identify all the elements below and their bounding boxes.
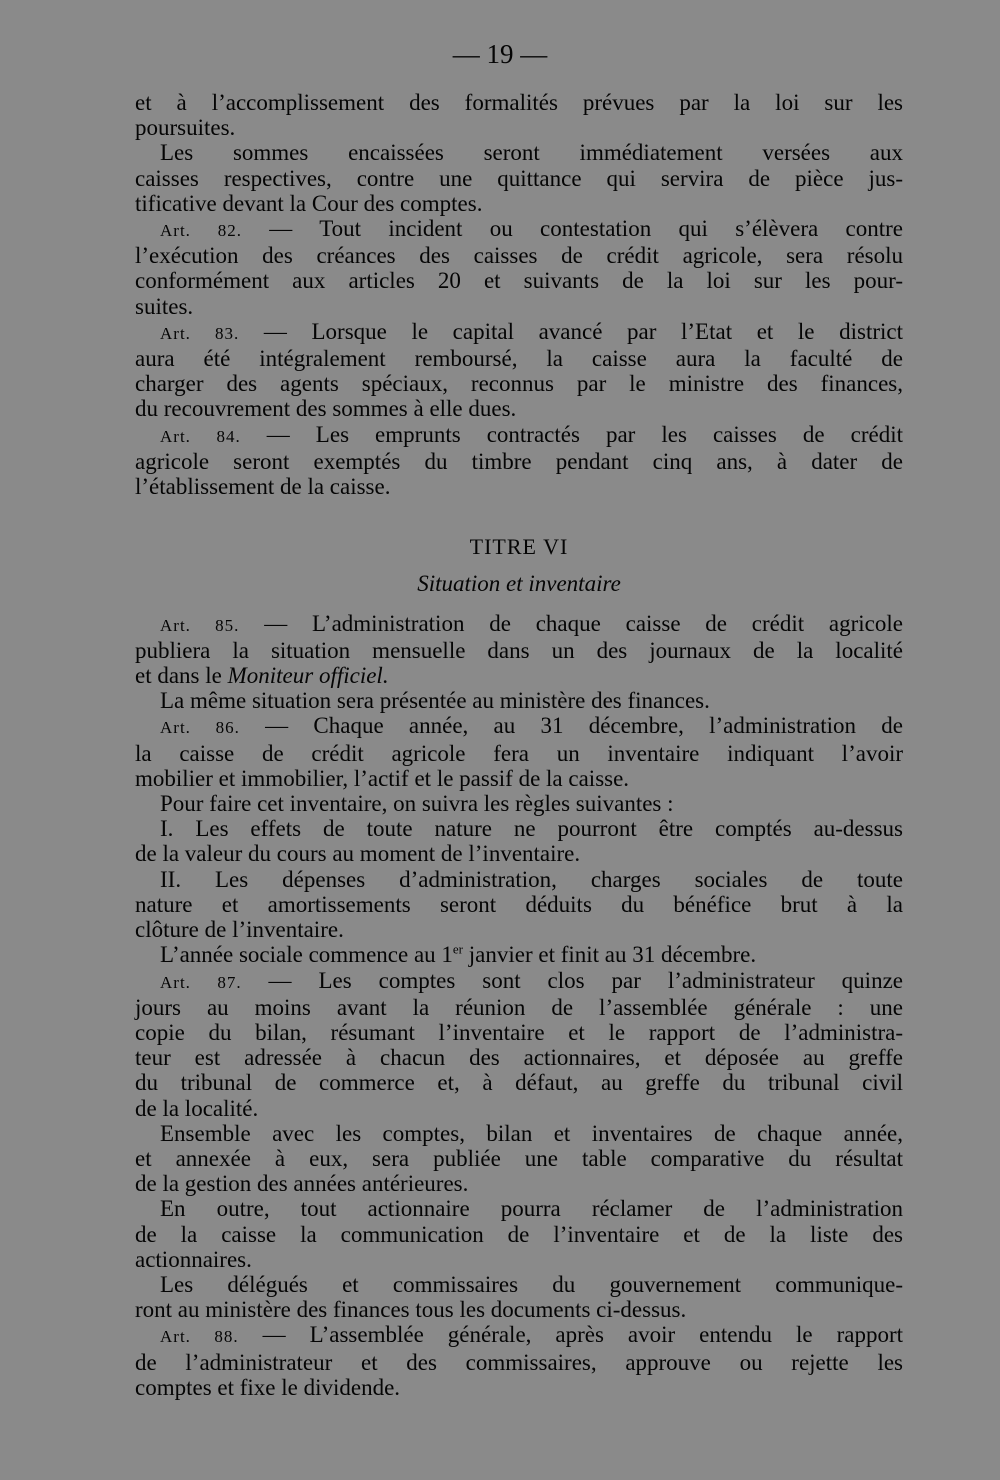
text-line — [135, 663, 903, 688]
text-line: poursuites. — [135, 115, 236, 141]
article-text: — Les emprunts contractés par les caisses de crédit — [240, 421, 903, 447]
article-85 — [135, 611, 903, 638]
text-line: de la localité. — [135, 1095, 259, 1121]
text-line: et à l’accomplissement des formalités prévues par la loi sur les — [135, 90, 903, 115]
text-line: de la valeur du cours au moment de l’inventaire. — [135, 841, 581, 867]
text-line: tificative devant la Cour des comptes. — [135, 190, 483, 216]
text-line: l’établissement de la caisse. — [135, 474, 391, 500]
text-line: Ensemble avec les comptes, bilan et inventaires de chaque année, — [160, 1120, 903, 1146]
text-line: teur est adressée à chacun des actionnaires, et déposée au greffe — [135, 1045, 903, 1071]
text-line: copie du bilan, résumant l’inventaire et le rapport de l’administra- — [135, 1019, 903, 1045]
text-line: suites. — [135, 293, 194, 319]
text-line: l’exécution des créances des caisses de crédit agricole, sera résolu — [135, 243, 903, 269]
text-run: janvier et finit au 31 décembre. — [463, 942, 757, 968]
text-line: La même situation sera présentée au ministère des finances. — [160, 688, 710, 714]
ordinal-suffix: er — [452, 941, 464, 957]
text-line: du recouvrement des sommes à elle dues. — [135, 396, 517, 422]
article-87 — [135, 968, 903, 995]
article-label: Art. 87. — [160, 972, 242, 992]
text-line: mobilier et immobilier, l’actif et le passif de la caisse. — [135, 765, 630, 791]
section-subtitle: Situation et inventaire — [417, 571, 621, 597]
text-line: nature et amortissements seront déduits du bénéfice brut à la — [135, 891, 903, 917]
text-line: actionnaires. — [135, 1246, 252, 1272]
article-text: — Lorsque le capital avancé par l’Etat et le district — [239, 318, 903, 344]
article-text: — L’administration de chaque caisse de crédit agricole — [239, 610, 903, 636]
text-line: I. Les effets de toute nature ne pourront être comptés au-dessus — [160, 816, 903, 842]
text-line: jours au moins avant la réunion de l’assemblée générale : une — [135, 994, 903, 1020]
text-line: caisses respectives, contre une quittance qui servira de pièce jus- — [135, 165, 903, 191]
article-88 — [135, 1322, 903, 1349]
text-line: de la caisse la communication de l’inventaire et de la liste des — [135, 1221, 903, 1247]
page-body — [135, 90, 903, 1400]
text-line: clôture de l’inventaire. — [135, 917, 344, 943]
text-line: et annexée à eux, sera publiée une table comparative du résultat — [135, 1145, 903, 1171]
section-title: TITRE VI — [469, 534, 569, 560]
article-label: Art. 85. — [160, 615, 240, 635]
text-line: II. Les dépenses d’administration, charges sociales de toute — [160, 866, 903, 892]
text-line: Les sommes encaissées seront immédiatement versées aux — [160, 140, 903, 166]
text-line — [135, 942, 903, 967]
text-line: la caisse de crédit agricole fera un inventaire indiquant l’avoir — [135, 740, 903, 766]
text-line: de l’administrateur et des commissaires, approuve ou rejette les — [135, 1349, 903, 1375]
article-label: Art. 82. — [160, 221, 242, 241]
text-line: publiera la situation mensuelle dans un des journaux de la localité — [135, 637, 903, 663]
text-run: et dans le — [135, 663, 228, 689]
text-run: L’année sociale commence au 1 — [160, 942, 453, 968]
article-label: Art. 88. — [160, 1327, 239, 1347]
text-line: aura été intégralement remboursé, la caisse aura la faculté de — [135, 346, 903, 372]
article-82 — [135, 216, 903, 243]
article-84 — [135, 422, 903, 449]
journal-title: Moniteur officiel. — [227, 663, 389, 689]
text-line: Les délégués et commissaires du gouvernement communique- — [160, 1271, 903, 1297]
text-line: agricole seront exemptés du timbre pendant cinq ans, à dater de — [135, 448, 903, 474]
text-line: conformément aux articles 20 et suivants de la loi sur les pour- — [135, 268, 903, 294]
article-text: — Les comptes sont clos par l’administrateur quinze — [241, 967, 903, 993]
article-86 — [135, 713, 903, 740]
article-text: — Tout incident ou contestation qui s’élèvera contre — [241, 216, 903, 242]
article-label: Art. 86. — [160, 718, 240, 738]
article-text: — L’assemblée générale, après avoir entendu le rapport — [238, 1322, 903, 1348]
text-line: de la gestion des années antérieures. — [135, 1171, 469, 1197]
text-line: charger des agents spéciaux, reconnus par le ministre des finances, — [135, 371, 903, 397]
article-label: Art. 84. — [160, 426, 241, 446]
article-83 — [135, 319, 903, 346]
article-text: — Chaque année, au 31 décembre, l’administration de — [239, 713, 903, 739]
text-line: du tribunal de commerce et, à défaut, au greffe du tribunal civil — [135, 1070, 903, 1096]
text-line: comptes et fixe le dividende. — [135, 1374, 401, 1400]
page-number: — 19 — — [452, 39, 548, 69]
article-label: Art. 83. — [160, 323, 240, 343]
text-line: Pour faire cet inventaire, on suivra les règles suivantes : — [160, 791, 674, 817]
text-line: ront au ministère des finances tous les documents ci-dessus. — [135, 1297, 687, 1323]
text-line: En outre, tout actionnaire pourra réclamer de l’administration — [160, 1196, 903, 1222]
